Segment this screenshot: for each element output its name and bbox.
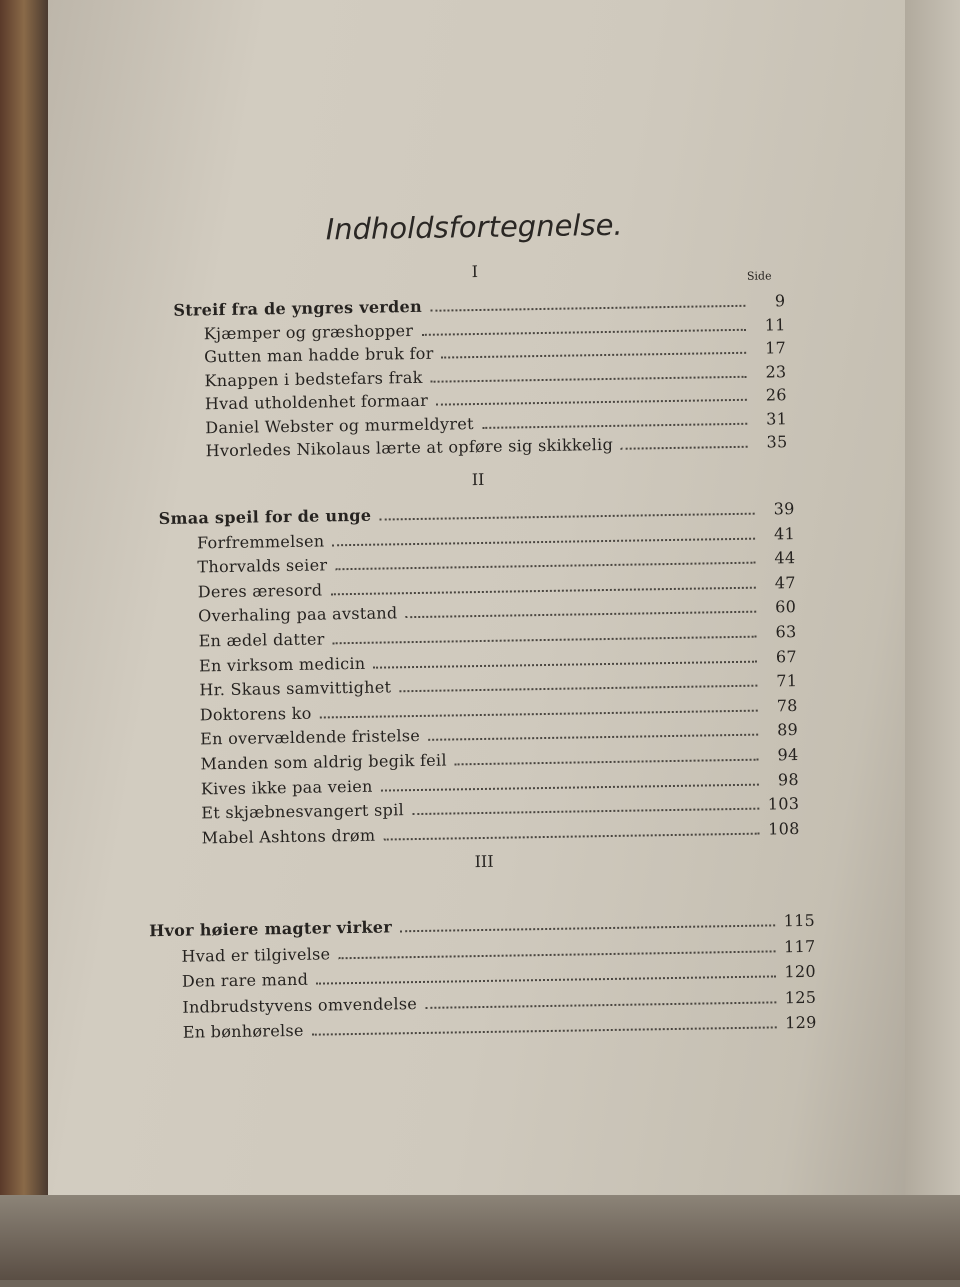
page-number: 26 <box>765 385 787 405</box>
entry-title: Streif fra de yngres verden <box>173 296 423 320</box>
dot-leader <box>428 734 758 741</box>
entry-title: Et skjæbnesvangert spil <box>201 800 405 823</box>
page-number: 78 <box>776 695 798 716</box>
section-numeral: I <box>471 261 479 282</box>
entry-title: Smaa speil for de unge <box>158 505 372 529</box>
page-number: 94 <box>777 745 799 765</box>
section-numeral: III <box>474 851 494 872</box>
dot-leader <box>436 399 747 406</box>
dot-leader <box>312 1026 777 1035</box>
page-number: 98 <box>777 769 800 789</box>
entry-title: En bønhørelse <box>182 1020 304 1042</box>
dot-leader <box>421 328 745 335</box>
page-number: 63 <box>775 622 797 642</box>
dot-leader <box>373 660 757 668</box>
page-number: 11 <box>764 314 786 334</box>
dot-leader <box>400 924 775 932</box>
dot-leader <box>379 513 754 521</box>
page-number: 115 <box>783 910 816 931</box>
dot-leader <box>335 562 755 571</box>
entry-title: Mabel Ashtons drøm <box>201 825 376 848</box>
page-number: 67 <box>775 646 798 666</box>
entry-title: Hr. Skaus samvittighet <box>199 677 392 700</box>
page-number: 35 <box>766 432 788 452</box>
page-number: 31 <box>766 408 788 428</box>
page-number: 120 <box>784 961 817 982</box>
entry-title: Hvor høiere magter virker <box>149 917 393 941</box>
entry-title: Thorvalds seier <box>197 555 328 577</box>
page-number: 117 <box>783 936 816 956</box>
entry-title: Knappen i bedstefars frak <box>204 367 423 390</box>
entry-title: En overvældende fristelse <box>200 726 421 749</box>
entry-title: En ædel datter <box>198 629 325 651</box>
page-title: Indholdsfortegnelse. <box>325 207 623 247</box>
entry-title: Hvad utholdenhet formaar <box>204 390 429 414</box>
dot-leader <box>333 636 757 645</box>
page-number: 39 <box>773 499 795 519</box>
dot-leader <box>316 975 776 984</box>
dot-leader <box>338 950 775 959</box>
page-number: 47 <box>774 572 796 593</box>
page-number: 89 <box>776 720 799 740</box>
dot-leader <box>399 685 757 693</box>
page-number: 71 <box>776 671 798 691</box>
page-number: 41 <box>773 523 796 543</box>
entry-title: Hvad er tilgivelse <box>181 943 331 966</box>
dot-leader <box>320 709 758 718</box>
page-number: 125 <box>784 987 817 1007</box>
dot-leader <box>383 832 759 840</box>
entry-title: Forfremmelsen <box>196 531 325 553</box>
entry-title: Kives ikke paa veien <box>200 776 373 798</box>
entry-title: Gutten man hadde bruk for <box>203 343 434 367</box>
page-number: 17 <box>764 338 787 358</box>
page-number: 108 <box>768 818 800 839</box>
page-column-label: Side <box>746 269 772 283</box>
page-number: 9 <box>774 291 786 311</box>
entry-title: Manden som aldrig begik feil <box>200 750 447 774</box>
entry-title: Daniel Webster og murmeldyret <box>205 413 474 437</box>
entry-title: Deres æresord <box>197 580 323 602</box>
dot-leader <box>412 808 759 815</box>
dot-leader <box>332 537 755 546</box>
entry-title: Hvorledes Nikolaus lærte at opføre sig skikkelig <box>205 434 614 461</box>
entry-title: En virksom medicin <box>198 653 366 676</box>
entry-title: Den rare mand <box>181 969 309 991</box>
page-number: 60 <box>775 597 797 617</box>
entry-title: Indbrudstyvens omvendelse <box>182 993 418 1017</box>
dot-leader <box>425 1001 776 1009</box>
page-number: 23 <box>765 361 787 381</box>
page-number: 103 <box>767 794 800 814</box>
entry-title: Overhaling paa avstand <box>198 603 398 626</box>
entry-title: Doktorens ko <box>199 703 312 725</box>
dot-leader <box>442 352 747 359</box>
dot-leader <box>430 305 745 312</box>
dot-leader <box>621 446 748 450</box>
dot-leader <box>381 783 759 791</box>
dot-leader <box>406 611 757 619</box>
page-number: 129 <box>785 1012 817 1033</box>
entry-title: Kjæmper og græshopper <box>203 320 414 343</box>
dot-leader <box>431 375 747 382</box>
section-numeral: II <box>471 469 485 490</box>
dot-leader <box>455 759 759 766</box>
page-number: 44 <box>774 548 796 568</box>
dot-leader <box>330 586 755 595</box>
dot-leader <box>482 422 747 428</box>
